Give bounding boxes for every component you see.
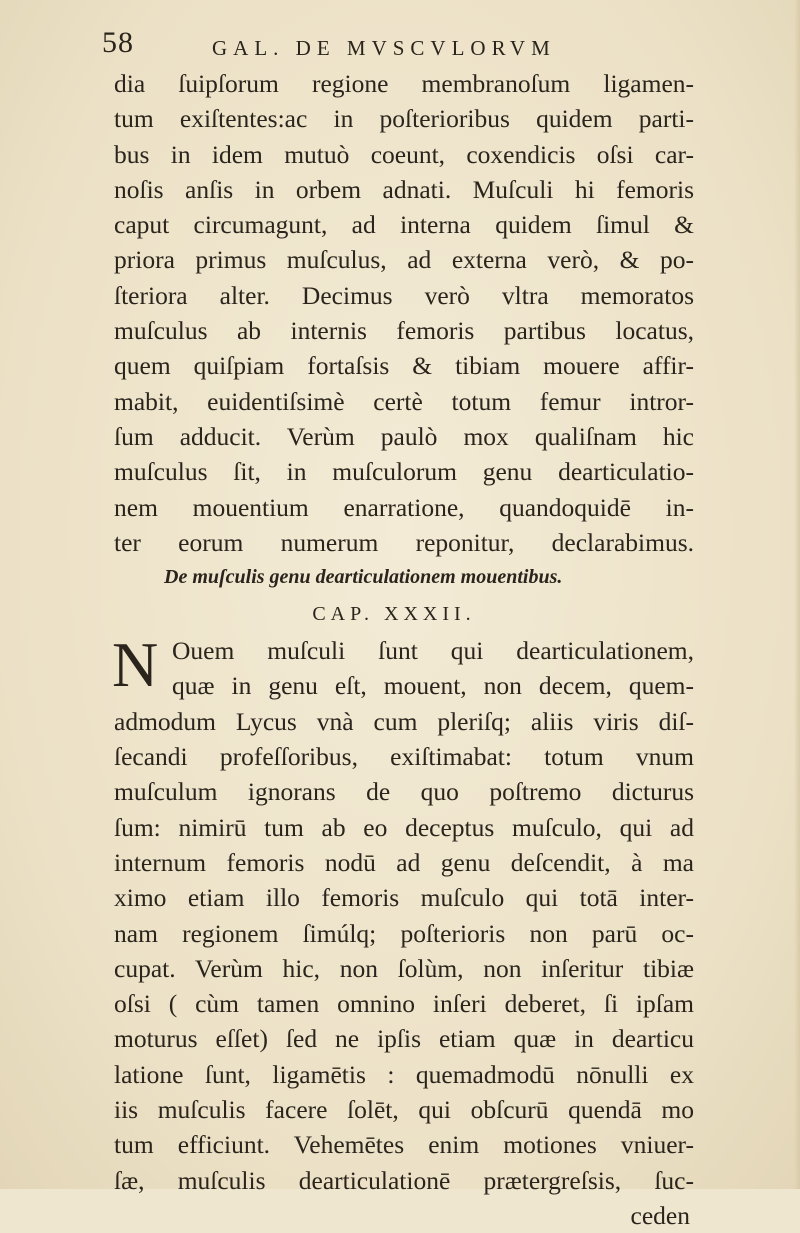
text-line: caput circumagunt, ad interna quidem ſimul & — [114, 210, 694, 240]
text-line: muſculum ignorans de quo poſtremo dicturus — [114, 777, 694, 807]
text-block — [114, 66, 694, 1233]
text-line: bus in idem mutuò coeunt, coxendicis oſsi car- — [114, 139, 694, 169]
text-line: iis muſculis facere ſolēt, qui obſcurū quendā mo — [114, 1095, 694, 1125]
chapter-heading: CAP. XXXII. — [312, 603, 476, 626]
text-line: priora primus muſculus, ad externa verò, & po- — [114, 245, 694, 275]
text-line: muſculus ſit, in muſculorum genu dearticulatio- — [114, 457, 694, 487]
text-line: muſculus ab internis femoris partibus locatus, — [114, 316, 694, 346]
text-line: nem mouentium enarratione, quandoquidē in- — [114, 492, 694, 522]
text-line: admodum Lycus vnà cum pleriſq; aliis viris diſ- — [114, 706, 694, 736]
text-line: ſæ, muſculis dearticulationē prætergreſsis, ſuc- — [114, 1165, 694, 1195]
running-title: GAL. DE MVSCVLORVM — [212, 36, 556, 60]
text-line: ximo etiam illo femoris muſculo qui totā inter- — [114, 883, 694, 913]
text-line: tum exiſtentes:ac in poſterioribus quidem parti- — [114, 104, 694, 134]
text-line: Ouem muſculi ſunt qui dearticulationem, — [172, 636, 694, 666]
text-line: ſum adducit. Verùm paulò mox qualiſnam hic — [114, 421, 694, 451]
text-line: ter eorum numerum reponitur, declarabimus. — [114, 527, 694, 557]
text-line: moturus eſſet) ſed ne ipſis etiam quæ in dearticu — [114, 1024, 694, 1054]
text-line: quem quiſpiam fortaſsis & tibiam mouere affir- — [114, 351, 694, 381]
text-line: internum femoris nodū ad genu deſcendit, à ma — [114, 847, 694, 877]
page-header — [102, 26, 702, 66]
text-line: latione ſunt, ligamētis : quemadmodū nōnulli ex — [114, 1059, 694, 1089]
page-number: 58 — [102, 26, 134, 59]
text-line: ſteriora alter. Decimus verò vltra memoratos — [114, 280, 694, 310]
text-line: mabit, euidentiſsimè certè totum femur intror- — [114, 386, 694, 416]
text-line: noſis anſis in orbem adnati. Muſculi hi femoris — [114, 174, 694, 204]
dropcap-paragraph — [112, 629, 694, 704]
text-line: tum efficiunt. Vehemētes enim motiones vniuer- — [114, 1130, 694, 1160]
section-title: De muſculis genu dearticulationem mouentibus. — [164, 566, 563, 589]
catchword: ceden — [630, 1200, 690, 1230]
text-line: quæ in genu eſt, mouent, non decem, quem- — [172, 671, 694, 701]
text-line: nam regionem ſimúlq; poſterioris non parū oc- — [114, 918, 694, 948]
page-edge — [794, 0, 800, 1189]
initial-letter: N — [112, 629, 159, 701]
text-line: dia ſuipſorum regione membranoſum ligamen- — [114, 69, 694, 98]
text-line: cupat. Verùm hic, non ſolùm, non inſeritur tibiæ — [114, 953, 694, 983]
text-line: ſecandi profeſſoribus, exiſtimabat: totum vnum — [114, 742, 694, 772]
text-line: ſum: nimirū tum ab eo deceptus muſculo, qui ad — [114, 812, 694, 842]
text-line: oſsi ( cùm tamen omnino inſeri deberet, ſi ipſam — [114, 989, 694, 1019]
